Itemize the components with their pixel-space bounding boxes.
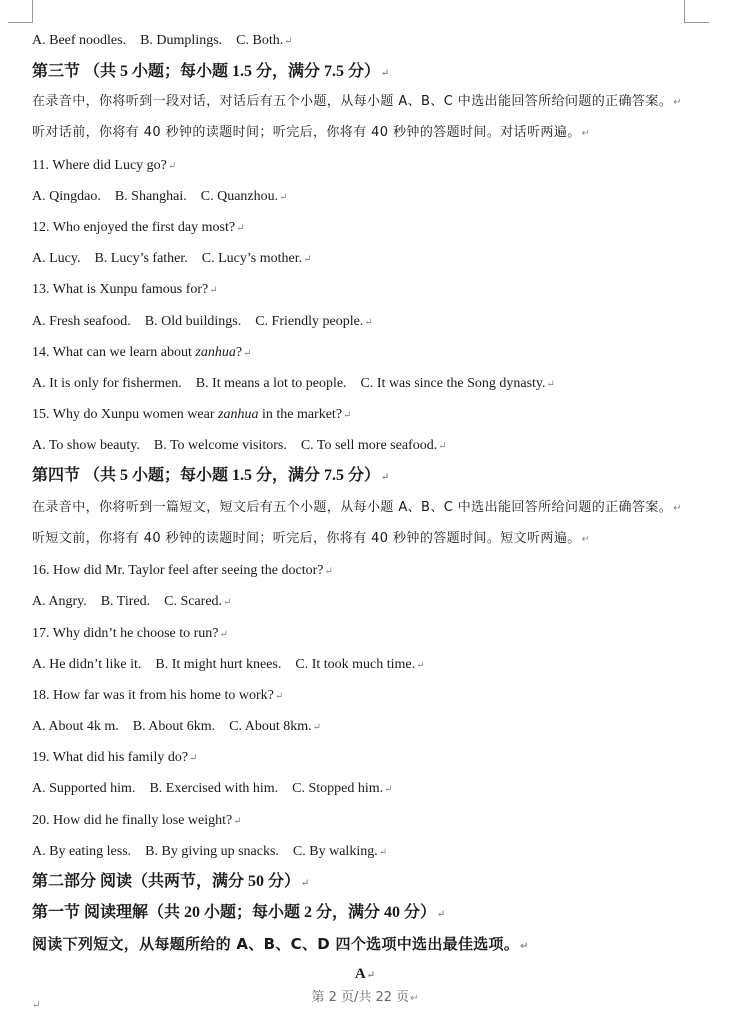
question: 18. How far was it from his home to work?↵ (32, 688, 284, 703)
question: 11. Where did Lucy go?↵ (32, 158, 177, 173)
page-corner-mark-left (8, 0, 33, 23)
page-footer: 第 2 页/共 22 页↵ (311, 990, 419, 1005)
answer-options: A. Fresh seafood. B. Old buildings. C. Friendly people.↵ (32, 314, 373, 329)
section-heading: 第三节 （共 5 小题；每小题 1.5 分，满分 7.5 分）↵ (32, 63, 390, 80)
question: 15. Why do Xunpu women wear zanhua in the market?↵ (32, 407, 352, 422)
end-paragraph-mark: ↵ (32, 1000, 41, 1011)
question: 14. What can we learn about zanhua?↵ (32, 345, 252, 360)
instruction-text: 在录音中，你将听到一篇短文，短文后有五个小题，从每小题 A、B、C 中选出能回答所给问题的正确答案。↵ (32, 500, 682, 515)
answer-options: A. Beef noodles. B. Dumplings. C. Both.↵ (32, 33, 293, 48)
section-heading: 第四节 （共 5 小题；每小题 1.5 分，满分 7.5 分）↵ (32, 467, 390, 484)
answer-options: A. Supported him. B. Exercised with him. C. Stopped him.↵ (32, 781, 393, 796)
answer-options: A. Qingdao. B. Shanghai. C. Quanzhou.↵ (32, 189, 288, 204)
section-letter: A↵ (354, 966, 376, 982)
question: 20. How did he finally lose weight?↵ (32, 813, 242, 828)
instruction-text: 在录音中，你将听到一段对话，对话后有五个小题，从每小题 A、B、C 中选出能回答所给问题的正确答案。↵ (32, 94, 682, 109)
question: 16. How did Mr. Taylor feel after seeing the doctor?↵ (32, 563, 333, 578)
answer-options: A. By eating less. B. By giving up snacks. C. By walking.↵ (32, 844, 388, 859)
answer-options: A. It is only for fishermen. B. It means a lot to people. C. It was since the Song dynasty.↵ (32, 376, 555, 391)
answer-options: A. About 4k m. B. About 6km. C. About 8km.↵ (32, 719, 322, 734)
page-corner-mark-right (684, 0, 709, 23)
instruction-text: 阅读下列短文，从每题所给的 A、B、C、D 四个选项中选出最佳选项。↵ (32, 935, 529, 953)
instruction-text: 听短文前，你将有 40 秒钟的读题时间；听完后，你将有 40 秒钟的答题时间。短文听两遍。↵ (32, 531, 591, 546)
answer-options: A. Angry. B. Tired. C. Scared.↵ (32, 594, 232, 609)
section-heading: 第二部分 阅读（共两节，满分 50 分）↵ (32, 873, 310, 890)
instruction-text: 听对话前，你将有 40 秒钟的读题时间；听完后，你将有 40 秒钟的答题时间。对话听两遍。↵ (32, 125, 591, 140)
section-heading: 第一节 阅读理解（共 20 小题；每小题 2 分，满分 40 分）↵ (32, 904, 446, 921)
question: 19. What did his family do?↵ (32, 750, 198, 765)
answer-options: A. Lucy. B. Lucy’s father. C. Lucy’s mother.↵ (32, 251, 312, 266)
question: 12. Who enjoyed the first day most?↵ (32, 220, 245, 235)
question: 17. Why didn’t he choose to run?↵ (32, 626, 228, 641)
answer-options: A. He didn’t like it. B. It might hurt knees. C. It took much time.↵ (32, 657, 425, 672)
question: 13. What is Xunpu famous for?↵ (32, 282, 218, 297)
answer-options: A. To show beauty. B. To welcome visitors. C. To sell more seafood.↵ (32, 438, 447, 453)
